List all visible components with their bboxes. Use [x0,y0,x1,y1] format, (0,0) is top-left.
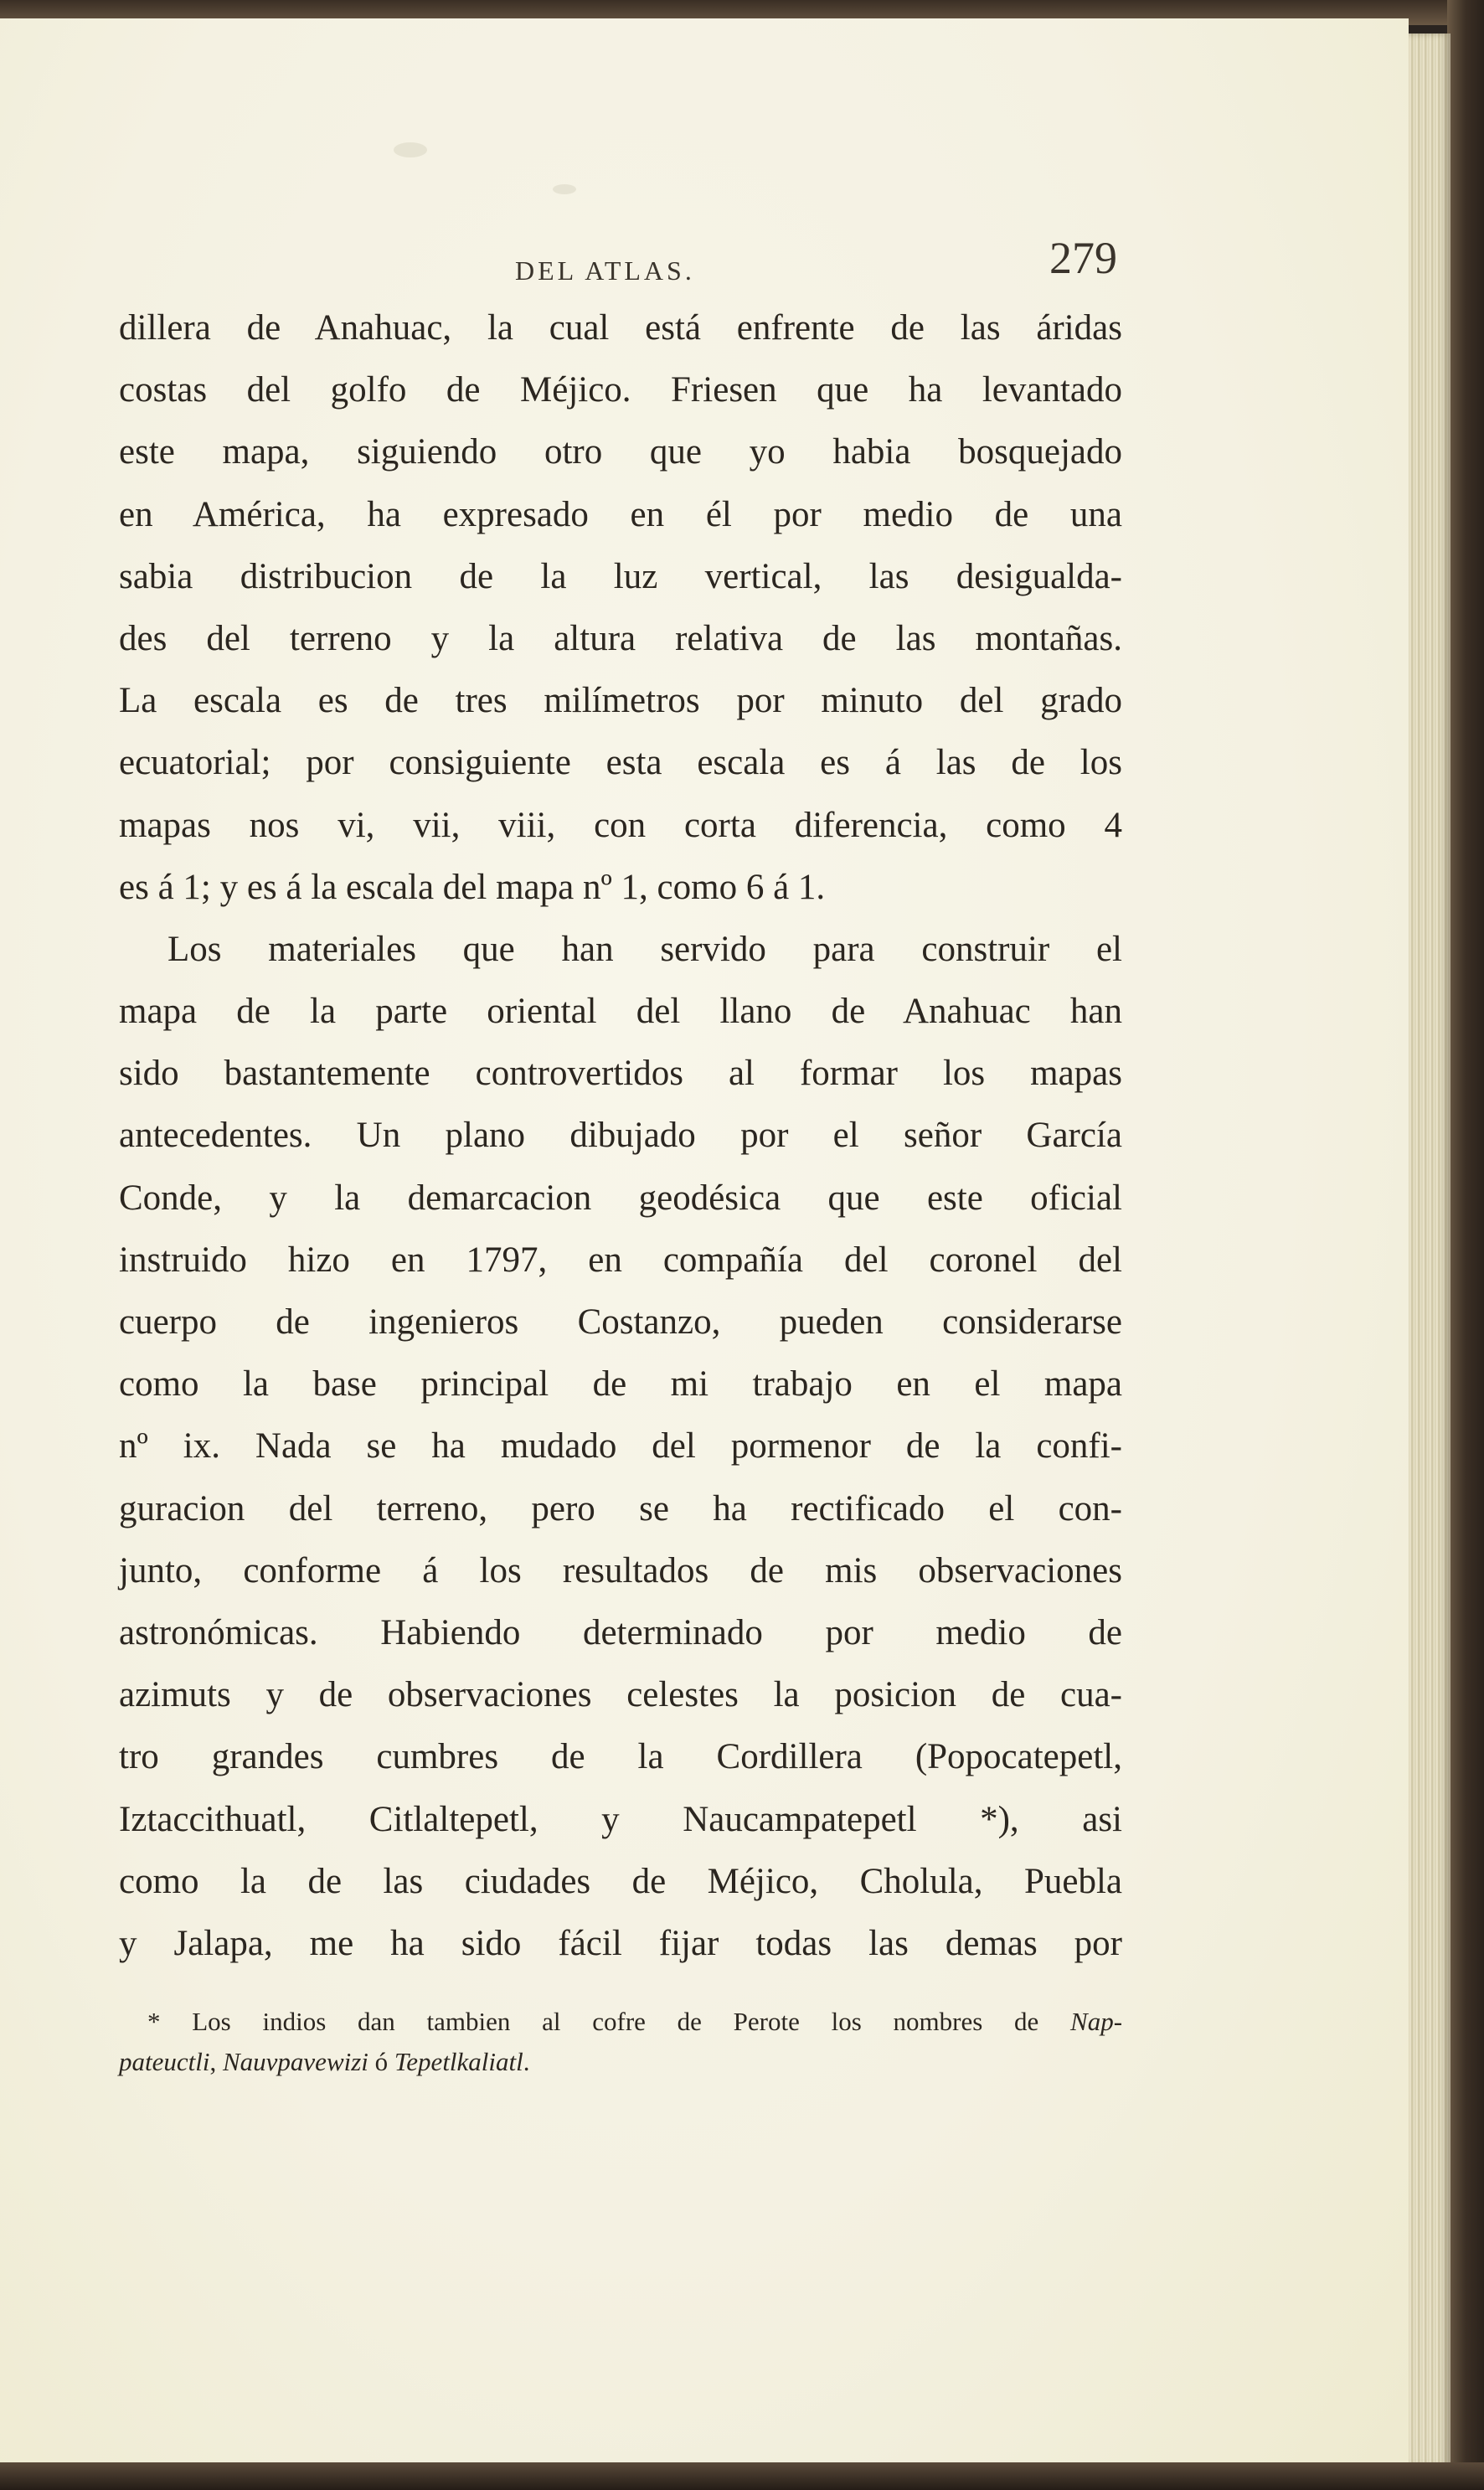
book-spine-edge [1447,0,1484,2490]
text-line: antecedentes. Un plano dibujado por el señor García [119,1116,1122,1156]
text-line: des del terreno y la altura relativa de las montañas. [119,618,1122,658]
text-line: sabia distribucion de la luz vertical, las desigualda- [119,556,1122,596]
text-line: en América, ha expresado en él por medio de una [119,494,1122,534]
text-line: dillera de Anahuac, la cual está enfrente de las áridas [119,308,1122,348]
text-line: y Jalapa, me ha sido fácil fijar todas las demas por [119,1923,1122,1963]
text-line: guracion del terreno, pero se ha rectificado el con- [119,1488,1122,1529]
text-line: como la de las ciudades de Méjico, Cholula, Puebla [119,1861,1122,1901]
text-line: costas del golfo de Méjico. Friesen que ha levantado [119,370,1122,410]
text-line: astronómicas. Habiendo determinado por medio de [119,1612,1122,1652]
text-line: ecuatorial; por consiguiente esta escala es á las de los [119,743,1122,783]
text-line: mapa de la parte oriental del llano de Anahuac han [119,992,1122,1032]
footnote-end: . [523,2047,530,2076]
footnote-italic-term: Nap- [1070,2007,1123,2036]
footnote-italic-term: pateuctli [119,2047,210,2076]
paragraph-1 [119,297,1122,919]
text-line: Iztaccithuatl, Citlaltepetl, y Naucampatepetl *), asi [119,1799,1122,1839]
text-line: instruido hizo en 1797, en compañía del coronel del [119,1240,1122,1280]
text-line: es á 1; y es á la escala del mapa nº 1, como 6 á 1. [119,867,826,907]
text-line: mapas nos vi, vii, viii, con corta diferencia, como 4 [119,805,1122,845]
footnote-separator: ó [368,2047,394,2076]
text-line: como la base principal de mi trabajo en el mapa [119,1364,1122,1405]
footnote-line-1 [119,2002,1122,2042]
footnote-text: Los indios dan tambien al cofre de Perote los nombres de [192,2007,1039,2036]
footnote-line-2 [119,2042,1122,2082]
text-line: este mapa, siguiendo otro que yo habia bosquejado [119,432,1122,472]
footnote [119,2002,1122,2082]
page-number: 279 [1049,233,1117,283]
paragraph-2 [119,919,1122,1975]
text-line: La escala es de tres milímetros por minuto del grado [119,681,1122,721]
text-line: Los materiales que han servido para construir el [167,929,1122,969]
text-line: cuerpo de ingenieros Costanzo, pueden considerarse [119,1302,1122,1342]
paper-smudge [553,184,576,194]
text-line: tro grandes cumbres de la Cordillera (Popocatepetl, [119,1737,1122,1777]
paper-smudge [394,142,427,157]
book-cover-bottom-edge [0,2462,1484,2490]
running-title: DEL ATLAS. [515,255,695,286]
footnote-marker: * [147,2007,161,2036]
page-header [119,222,1122,297]
footnote-separator: , [209,2047,223,2076]
text-line: azimuts y de observaciones celestes la posicion de cua- [119,1675,1122,1715]
footnote-italic-term: Tepetlkaliatl [394,2047,523,2076]
footnote-italic-term: Nauvpavewizi [222,2047,368,2076]
text-line: sido bastantemente controvertidos al formar los mapas [119,1054,1122,1094]
main-text-block [119,222,1122,1975]
text-line: Conde, y la demarcacion geodésica que este oficial [119,1178,1122,1218]
text-line: junto, conforme á los resultados de mis observaciones [119,1550,1122,1590]
text-line: nº ix. Nada se ha mudado del pormenor de la confi- [119,1426,1122,1467]
